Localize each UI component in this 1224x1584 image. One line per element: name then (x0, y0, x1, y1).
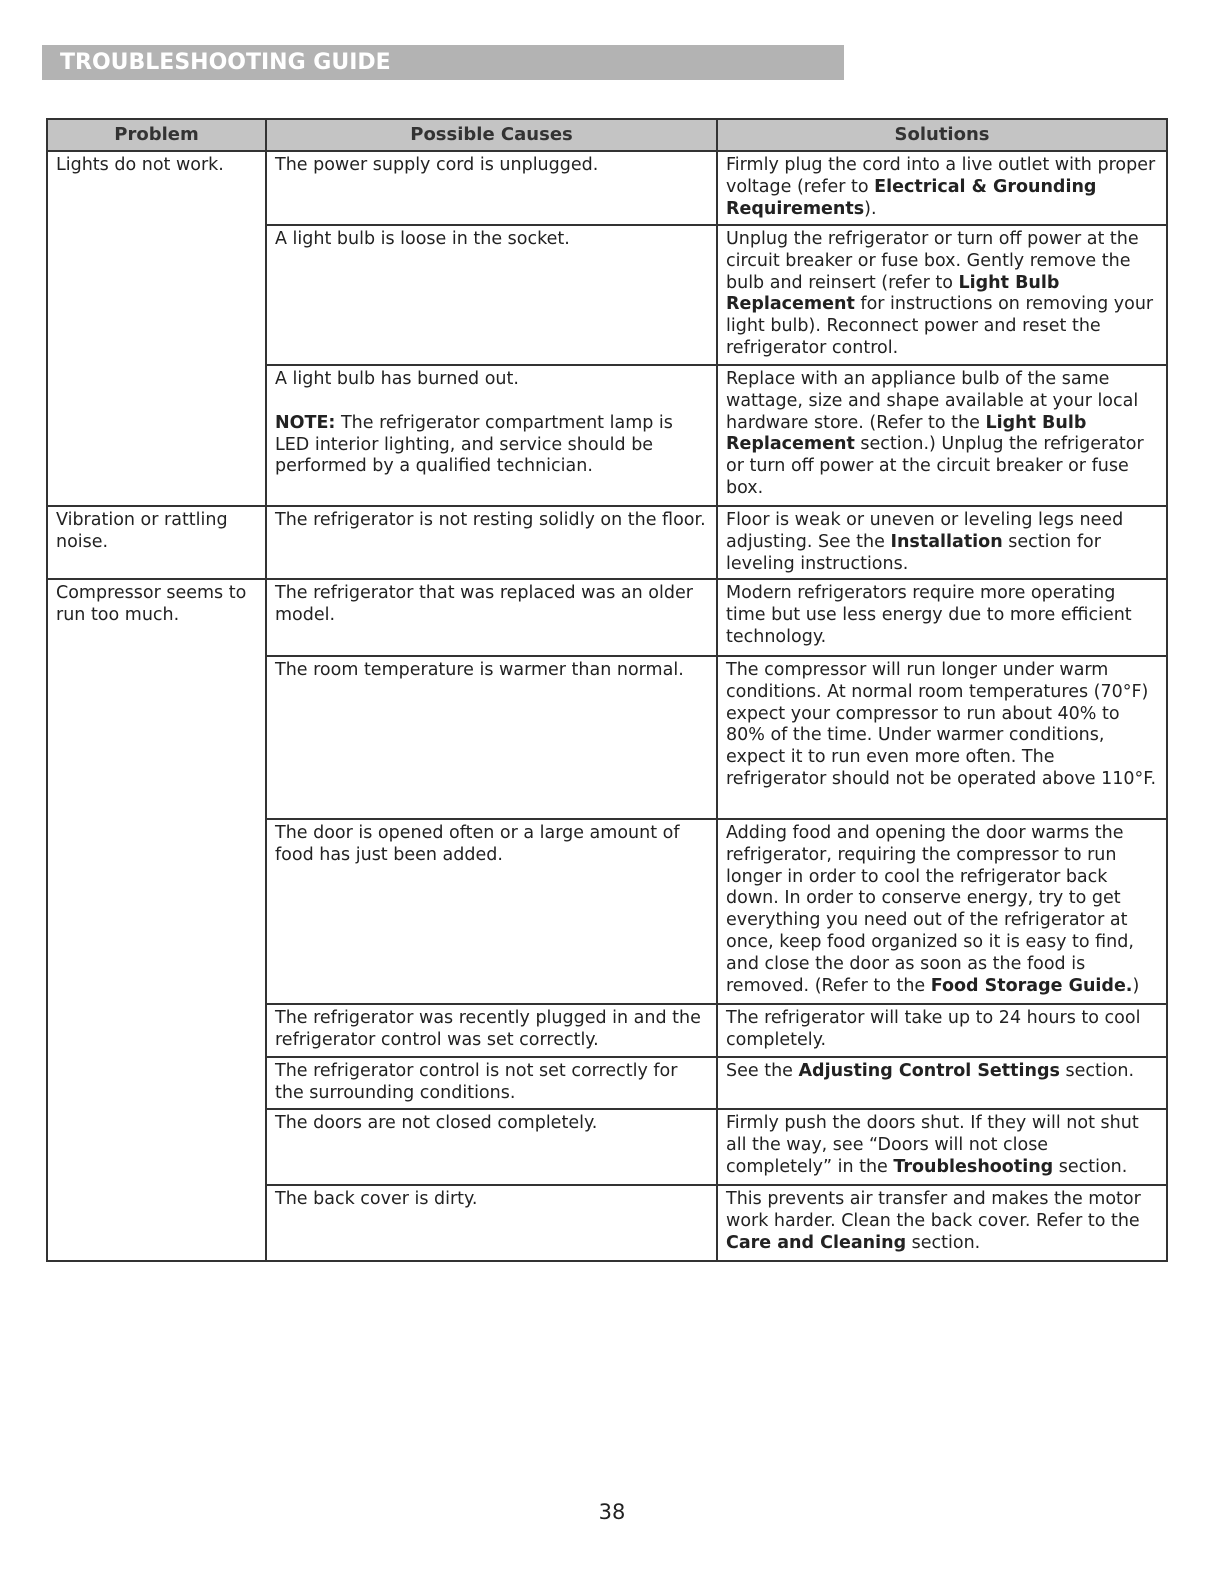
text-segment: for instructions on removing your light bulb). Reconnect power and reset the refrigerator control. (726, 294, 1154, 358)
solution-cell (717, 656, 1167, 819)
problem-cell: Vibration or rattling noise. (47, 506, 266, 579)
cause-cell (266, 819, 717, 1004)
solution-cell (717, 151, 1167, 225)
text-segment: The refrigerator was recently plugged in and the refrigerator control was set correctly. (275, 1008, 701, 1050)
troubleshooting-table (46, 118, 1168, 1262)
text-segment: Firmly plug the cord into a live outlet with proper voltage (refer to (726, 155, 1156, 197)
solution-cell (717, 1185, 1167, 1261)
section-title-bar (42, 45, 844, 80)
text-segment: The doors are not closed completely. (275, 1113, 598, 1133)
cause-cell (266, 656, 717, 819)
solution-cell (717, 819, 1167, 1004)
bold-reference: Care and Cleaning (726, 1232, 907, 1253)
text-segment: See the (726, 1061, 799, 1081)
header-possible-causes: Possible Causes (266, 119, 717, 151)
text-segment: section.) Unplug the refrigerator or turn off power at the circuit breaker or fuse box. (726, 434, 1144, 498)
text-segment: section for leveling instructions. (726, 531, 1101, 574)
header-problem: Problem (47, 119, 266, 151)
text-segment: The power supply cord is unplugged. (275, 155, 599, 175)
cause-cell (266, 1004, 717, 1057)
text-segment: The compressor will run longer under warm conditions. At normal room temperatures (70°F) expect your compressor to run about 40% to 80% of the time. Under warmer conditions, expect it to run even more often. The refrigerator should not be operated above 110°F. (726, 660, 1157, 789)
text-segment: The refrigerator compartment lamp is LED interior lighting, and service should be performed by a qualified technician. (275, 412, 673, 477)
text-segment: Adding food and opening the door warms the refrigerator, requiring the compressor to run longer in order to cool the refrigerator back down. In order to conserve energy, try to get everything you need out of the refrigerator at once, keep food organized so it is easy to find, and close the door as soon as the food is removed. (Refer to the (726, 823, 1134, 996)
text-segment: This prevents air transfer and makes the motor work harder. Clean the back cover. Refer to the (726, 1189, 1141, 1231)
text-segment: ) (1132, 975, 1140, 996)
text-segment: The refrigerator is not resting solidly on the floor. (275, 510, 706, 530)
header-solutions: Solutions (717, 119, 1167, 151)
text-segment: Replace with an appliance bulb of the same wattage, size and shape available at your local hardware store. (Refer to the (726, 369, 1139, 433)
page-number: 38 (598, 1500, 626, 1524)
text-segment: Firmly push the doors shut. If they will not shut all the way, see “Doors will not close completely” in the (726, 1113, 1139, 1177)
cause-cell (266, 1185, 717, 1261)
text-segment: Unplug the refrigerator or turn off power at the circuit breaker or fuse box. Gently remove the bulb and reinsert (refer to (726, 229, 1139, 293)
text-segment: The door is opened often or a large amount of food has just been added. (275, 823, 680, 865)
cause-cell (266, 1109, 717, 1185)
bold-reference: Electrical & Grounding Requirements (726, 176, 1097, 219)
solution-cell (717, 506, 1167, 579)
solution-cell (717, 225, 1167, 365)
solution-cell (717, 579, 1167, 656)
text-segment: The room temperature is warmer than normal. (275, 660, 684, 680)
problem-cell: Lights do not work. (47, 151, 266, 506)
section-title: TROUBLESHOOTING GUIDE (60, 50, 391, 75)
bold-reference: Troubleshooting (893, 1156, 1054, 1177)
cause-cell (266, 151, 717, 225)
text-segment: The back cover is dirty. (275, 1189, 478, 1209)
solution-cell (717, 1057, 1167, 1109)
table-header-row (47, 119, 1167, 151)
cause-cell (266, 365, 717, 506)
text-segment: section. (1053, 1156, 1128, 1177)
bold-reference: Food Storage Guide. (930, 975, 1133, 996)
text-segment: section. (906, 1232, 981, 1253)
text-segment: Floor is weak or uneven or leveling legs need adjusting. See the (726, 510, 1124, 552)
bold-reference: NOTE: (275, 412, 336, 433)
solution-cell (717, 365, 1167, 506)
table-row (47, 506, 1167, 579)
table-row (47, 579, 1167, 656)
text-segment: ). (864, 198, 877, 219)
cause-cell (266, 1057, 717, 1109)
text-segment: The refrigerator will take up to 24 hours to cool completely. (726, 1008, 1141, 1050)
bold-reference: Adjusting Control Settings (798, 1061, 1060, 1081)
table-row (47, 151, 1167, 225)
note (275, 413, 708, 478)
text-segment: The refrigerator control is not set correctly for the surrounding conditions. (275, 1061, 678, 1103)
cause-cell (266, 225, 717, 365)
text-segment: A light bulb is loose in the socket. (275, 229, 570, 249)
cause-cell (266, 579, 717, 656)
text-segment: section. (1059, 1061, 1135, 1081)
bold-reference: Light Bulb Replacement (726, 412, 1087, 455)
text-segment: The refrigerator that was replaced was an older model. (275, 583, 693, 625)
bold-reference: Installation (890, 531, 1003, 552)
bold-reference: Light Bulb Replacement (726, 272, 1060, 315)
text-segment: Modern refrigerators require more operating time but use less energy due to more efficient technology. (726, 583, 1132, 647)
solution-cell (717, 1109, 1167, 1185)
solution-cell (717, 1004, 1167, 1057)
cause-cell (266, 506, 717, 579)
problem-cell: Compressor seems to run too much. (47, 579, 266, 1261)
text-segment: A light bulb has burned out. (275, 369, 519, 389)
